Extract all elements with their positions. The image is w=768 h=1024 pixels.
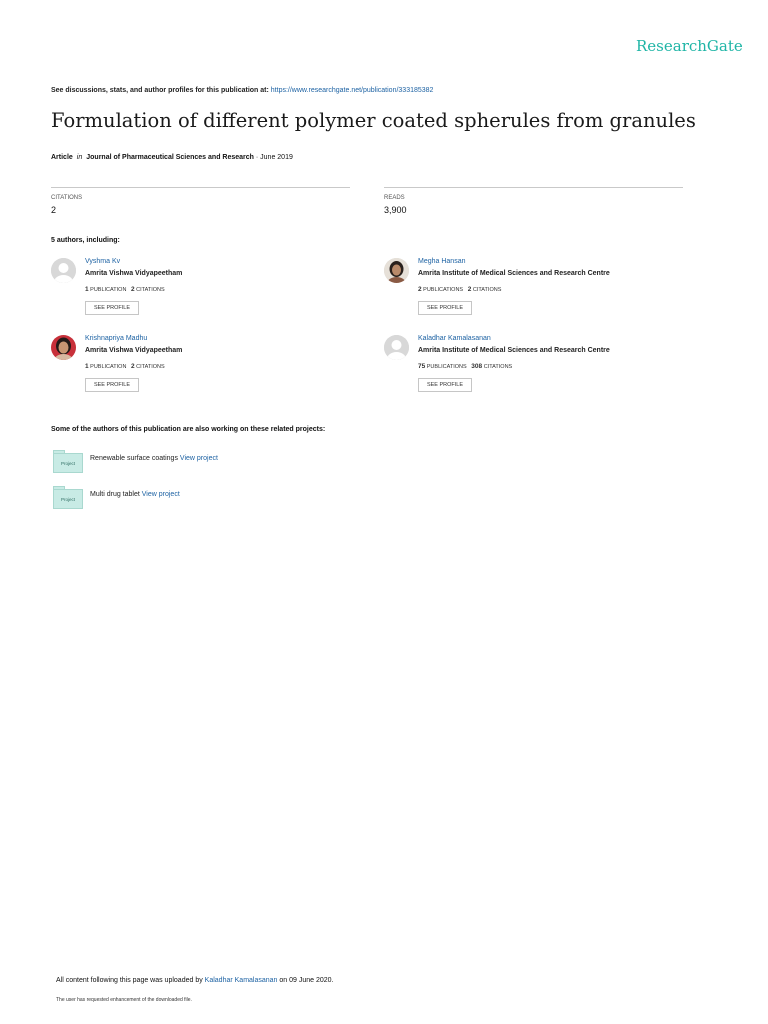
publication-title: Formulation of different polymer coated spherules from granules [51, 109, 696, 132]
divider [384, 187, 683, 188]
project-text [90, 455, 218, 462]
citations-count: 308 [471, 363, 483, 370]
citations-count: 2 [131, 363, 135, 370]
author-institution[interactable]: Amrita Vishwa Vidyapeetham [85, 270, 183, 277]
publications-label: PUBLICATION [90, 364, 127, 370]
author-photo-avatar[interactable] [384, 258, 409, 283]
upload-suffix: on 09 June 2020. [279, 977, 334, 984]
upload-prefix: All content following this page was uploaded by [56, 977, 203, 984]
author-card [51, 258, 351, 324]
publication-date: · June 2019 [255, 154, 293, 161]
default-avatar-icon[interactable] [51, 258, 76, 283]
publications-label: PUBLICATIONS [426, 364, 467, 370]
view-project-link[interactable]: View project [141, 491, 180, 498]
reads-value: 3,900 [384, 205, 407, 215]
publications-count: 1 [85, 363, 89, 370]
project-item [53, 450, 353, 472]
author-card [51, 335, 351, 401]
enhancement-note: The user has requested enhancement of the downloaded file. [56, 997, 192, 1003]
author-stats [418, 363, 512, 370]
project-folder-label: Project [60, 496, 75, 502]
citations-label: CITATIONS [136, 364, 165, 370]
see-profile-button[interactable]: SEE PROFILE [85, 378, 139, 392]
default-avatar-icon[interactable] [384, 335, 409, 360]
publication-url-link[interactable]: https://www.researchgate.net/publication/333185382 [270, 87, 434, 94]
journal-name[interactable]: Journal of Pharmaceutical Sciences and Research [86, 154, 254, 161]
citations-label: CITATIONS [136, 287, 165, 293]
project-item [53, 486, 353, 508]
reads-label: READS [384, 195, 405, 201]
publications-label: PUBLICATION [90, 287, 127, 293]
divider [51, 187, 350, 188]
uploader-link[interactable]: Kaladhar Kamalasanan [204, 977, 278, 984]
publications-count: 75 [418, 363, 426, 370]
author-name[interactable]: Megha Hansan [418, 258, 466, 265]
in-word: in [76, 154, 83, 161]
citations-label: CITATIONS [483, 364, 513, 370]
publication-meta [51, 154, 293, 161]
citations-label: CITATIONS [472, 287, 502, 293]
researchgate-logo[interactable]: ResearchGate [636, 37, 743, 55]
related-projects-header: Some of the authors of this publication are also working on these related projects: [51, 426, 326, 433]
author-name[interactable]: Kaladhar Kamalasanan [418, 335, 491, 342]
see-discussions-label: See discussions, stats, and author profiles for this publication at: [51, 87, 269, 94]
author-institution[interactable]: Amrita Vishwa Vidyapeetham [85, 347, 183, 354]
author-card [384, 258, 684, 324]
author-card [384, 335, 684, 401]
see-discussions-line [51, 87, 433, 94]
author-name[interactable]: Krishnapriya Madhu [85, 335, 148, 342]
upload-notice [56, 977, 334, 984]
project-folder-label: Project [60, 460, 75, 466]
authors-header: 5 authors, including: [51, 237, 120, 244]
citations-count: 2 [467, 286, 472, 293]
author-stats [85, 286, 165, 293]
citations-count: 2 [131, 286, 135, 293]
publication-type: Article [51, 154, 73, 161]
author-stats [85, 363, 165, 370]
see-profile-button[interactable]: SEE PROFILE [418, 301, 472, 315]
publications-count: 2 [418, 286, 422, 293]
project-folder-icon[interactable] [53, 453, 83, 473]
project-folder-icon[interactable] [53, 489, 83, 509]
publications-label: PUBLICATIONS [423, 287, 464, 293]
author-stats [418, 286, 501, 293]
citations-label: CITATIONS [51, 195, 83, 201]
project-text [90, 491, 180, 498]
view-project-link[interactable]: View project [179, 455, 218, 462]
author-institution[interactable]: Amrita Institute of Medical Sciences and Research Centre [418, 270, 610, 277]
project-name: Renewable surface coatings [90, 455, 178, 462]
citations-value: 2 [51, 205, 57, 215]
publications-count: 1 [85, 286, 89, 293]
see-profile-button[interactable]: SEE PROFILE [85, 301, 139, 315]
author-institution[interactable]: Amrita Institute of Medical Sciences and Research Centre [418, 347, 610, 354]
author-name[interactable]: Vyshma Kv [85, 258, 121, 265]
see-profile-button[interactable]: SEE PROFILE [418, 378, 472, 392]
project-name: Multi drug tablet [90, 491, 140, 498]
author-photo-avatar[interactable] [51, 335, 76, 360]
